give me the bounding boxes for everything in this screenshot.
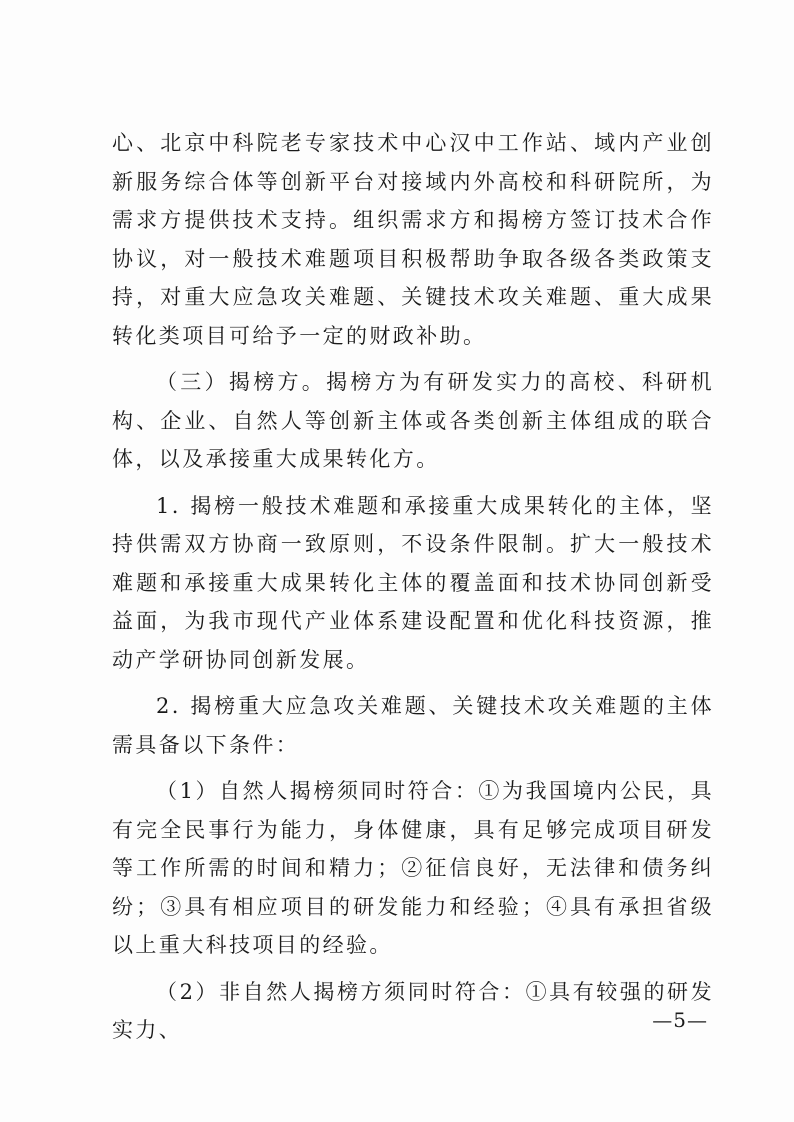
- paragraph-subitem-2: （2）非自然人揭榜方须同时符合：①具有较强的研发实力、: [112, 979, 714, 1042]
- page-number: —5—: [652, 1008, 708, 1032]
- body-text: [112, 124, 714, 1058]
- paragraph-item-1: 1. 揭榜一般技术难题和承接重大成果转化的主体，坚持供需双方协商一致原则，不设条件限制。扩大一般技术难题和承接重大成果转化主体的覆盖面和技术协同创新受益面，为我市现代产业体系建设配置和优化科技资源，推动产学研协同创新发展。: [112, 493, 714, 672]
- paragraph-subitem-1: （1）自然人揭榜须同时符合：①为我国境内公民，具有完全民事行为能力，身体健康，具有足够完成项目研发等工作所需的时间和精力；②征信良好，无法律和债务纠纷；③具有相应项目的研发能力和经验；④具有承担省级以上重大科技项目的经验。: [112, 779, 714, 957]
- paragraph-item-2: 2. 揭榜重大应急攻关难题、关键技术攻关难题的主体需具备以下条件：: [112, 694, 714, 757]
- paragraph-section-3-heading: （三）揭榜方。揭榜方为有研发实力的高校、科研机构、企业、自然人等创新主体或各类创新主体组成的联合体，以及承接重大成果转化方。: [112, 370, 714, 471]
- paragraph-continuation: 心、北京中科院老专家技术中心汉中工作站、域内产业创新服务综合体等创新平台对接域内外高校和科研院所，为需求方提供技术支持。组织需求方和揭榜方签订技术合作协议，对一般技术难题项目积极帮助争取各级各类政策支持，对重大应急攻关难题、关键技术攻关难题、重大成果转化类项目可给予一定的财政补助。: [112, 131, 714, 348]
